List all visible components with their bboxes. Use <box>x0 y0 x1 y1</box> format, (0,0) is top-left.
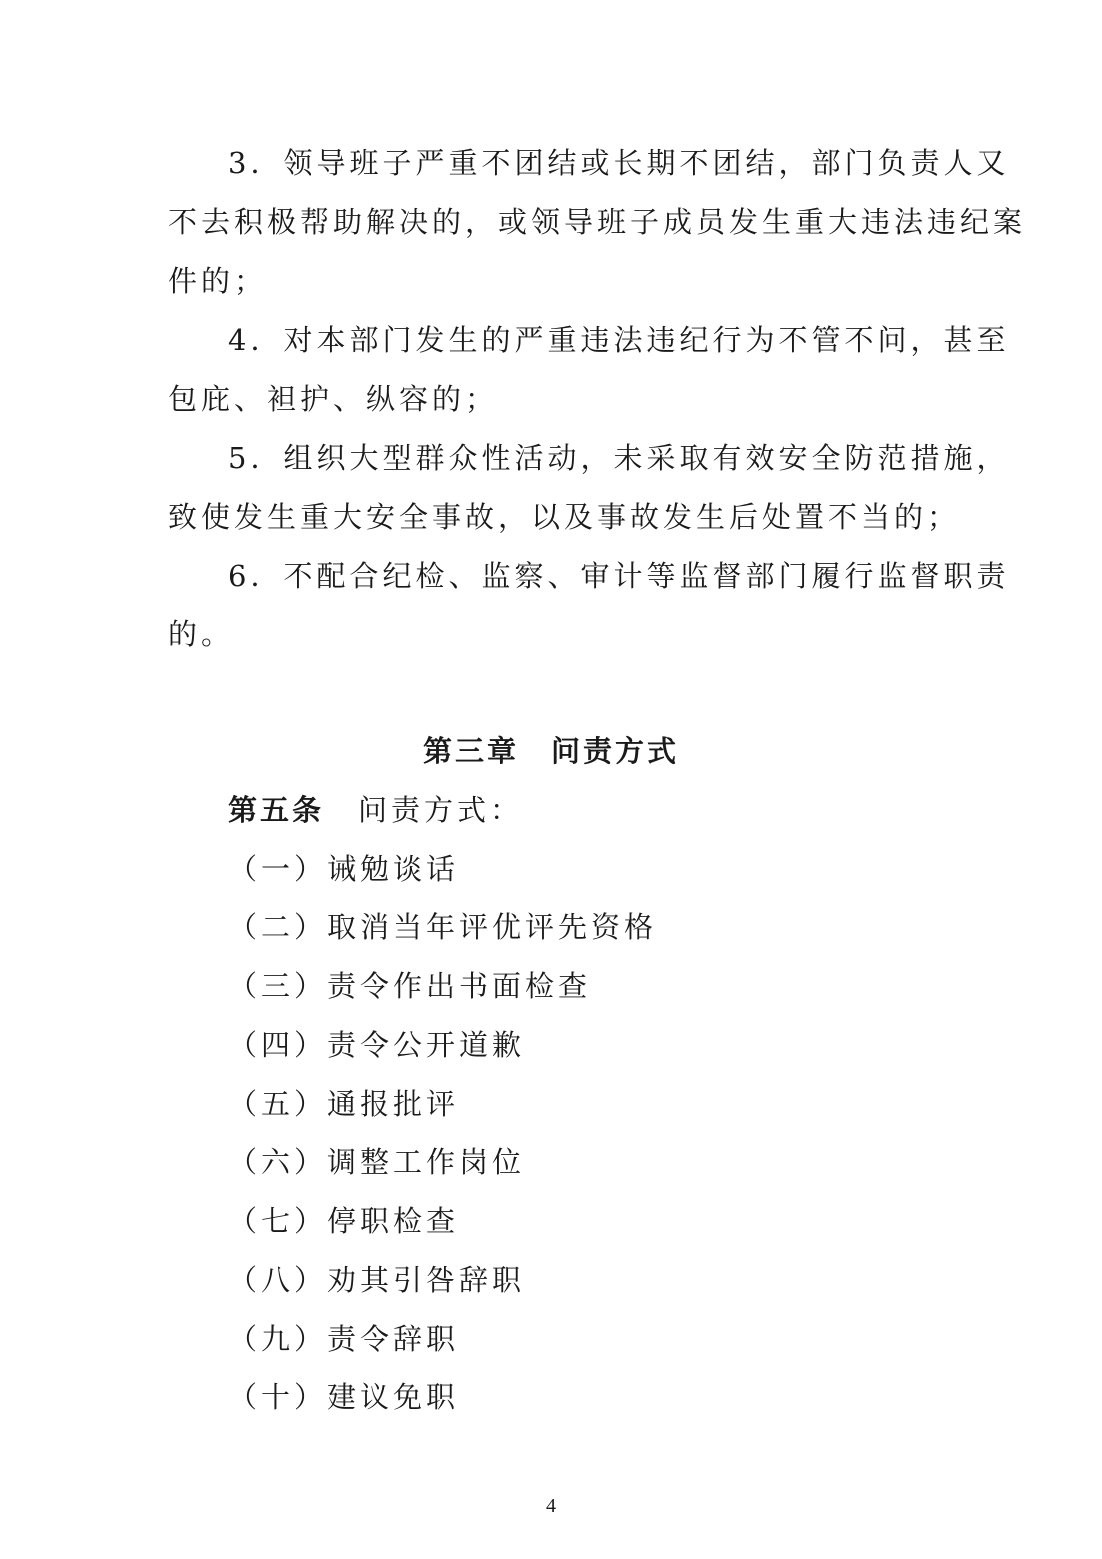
article-heading <box>228 790 523 830</box>
list-item: （七）停职检查 <box>228 1204 460 1238</box>
list-item: （五）通报批评 <box>228 1087 460 1121</box>
article-text: 问责方式： <box>358 793 524 827</box>
list-item: （二）取消当年评优评先资格 <box>228 910 658 944</box>
paragraph-3-line-1: 3．领导班子严重不团结或长期不团结，部门负责人又 <box>228 146 1010 180</box>
paragraph-5-line-1: 5．组织大型群众性活动，未采取有效安全防范措施， <box>228 441 1010 475</box>
list-item: （四）责令公开道歉 <box>228 1028 526 1062</box>
list-item: （九）责令辞职 <box>228 1322 460 1356</box>
list-item: （三）责令作出书面检查 <box>228 969 592 1003</box>
paragraph-4-line-2: 包庇、袒护、纵容的； <box>168 382 499 416</box>
list-item: （十）建议免职 <box>228 1380 460 1414</box>
paragraph-6-line-2: 的。 <box>168 617 235 651</box>
paragraph-3-line-2: 不去积极帮助解决的，或领导班子成员发生重大违法违纪案 <box>168 205 1027 239</box>
paragraph-6-line-1: 6．不配合纪检、监察、审计等监督部门履行监督职责 <box>228 559 1010 593</box>
list-item: （八）劝其引咎辞职 <box>228 1263 526 1297</box>
paragraph-5-line-2: 致使发生重大安全事故，以及事故发生后处置不当的； <box>168 500 961 534</box>
list-item: （一）诫勉谈话 <box>228 852 460 886</box>
article-label: 第五条 <box>228 793 325 827</box>
list-item: （六）调整工作岗位 <box>228 1145 526 1179</box>
paragraph-3-line-3: 件的； <box>168 264 268 298</box>
paragraph-4-line-1: 4．对本部门发生的严重违法违纪行为不管不问，甚至 <box>228 323 1010 357</box>
chapter-title: 第三章 问责方式 <box>422 734 679 768</box>
page-number: 4 <box>546 1495 556 1517</box>
